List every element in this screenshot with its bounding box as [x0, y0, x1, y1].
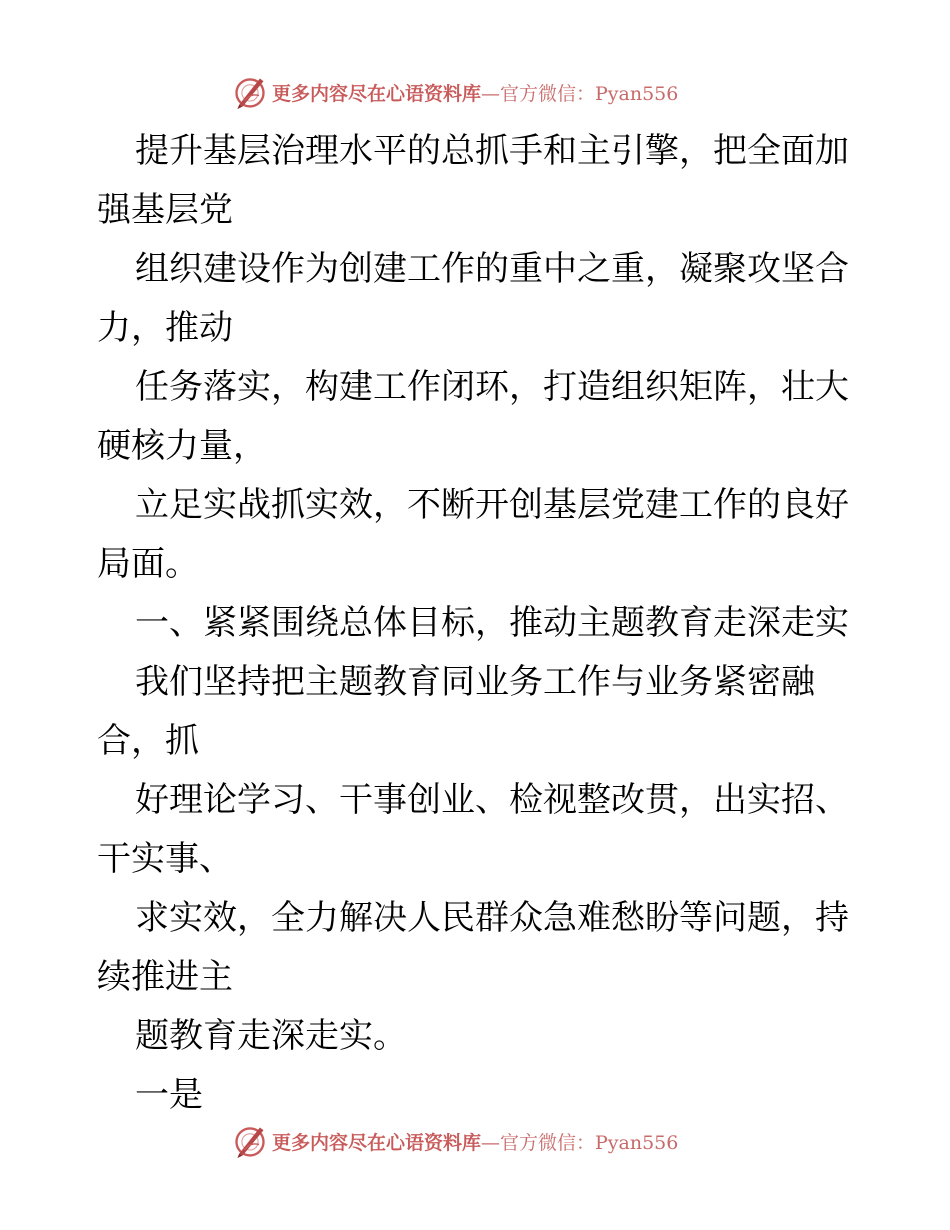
text-line: 强基层党 — [97, 190, 233, 230]
text-line: 任务落实，构建工作闭环，打造组织矩阵，壮大 — [135, 367, 849, 407]
header-watermark-banner — [232, 72, 678, 112]
text-line: 一是 — [135, 1075, 203, 1115]
text-line: 力，推动 — [97, 308, 233, 348]
watermark-text: 更多内容尽在心语资料库—官方微信：Pyan556 — [272, 1131, 679, 1154]
text-line: 题教育走深走实。 — [135, 1016, 407, 1056]
footer-watermark-banner — [232, 1121, 678, 1161]
watermark-text: 更多内容尽在心语资料库—官方微信：Pyan556 — [272, 82, 679, 105]
document-body — [97, 122, 877, 1125]
text-line: 我们坚持把主题教育同业务工作与业务紧密融 — [135, 662, 815, 702]
text-line: 提升基层治理水平的总抓手和主引擎，把全面加 — [135, 131, 849, 171]
pen-logo-icon — [232, 74, 268, 110]
pen-logo-icon — [232, 1123, 268, 1159]
text-line: 立足实战抓实效，不断开创基层党建工作的良好 — [135, 485, 849, 525]
text-line: 合，抓 — [97, 721, 199, 761]
text-line: 组织建设作为创建工作的重中之重，凝聚攻坚合 — [135, 249, 849, 289]
text-line: 一、紧紧围绕总体目标，推动主题教育走深走实 — [135, 603, 849, 643]
text-line: 好理论学习、干事创业、检视整改贯，出实招、 — [135, 780, 849, 820]
text-line: 干实事、 — [97, 839, 233, 879]
text-line: 局面。 — [97, 544, 199, 584]
text-line: 求实效，全力解决人民群众急难愁盼等问题，持 — [135, 898, 849, 938]
text-line: 续推进主 — [97, 957, 233, 997]
text-line: 硬核力量， — [97, 426, 267, 466]
